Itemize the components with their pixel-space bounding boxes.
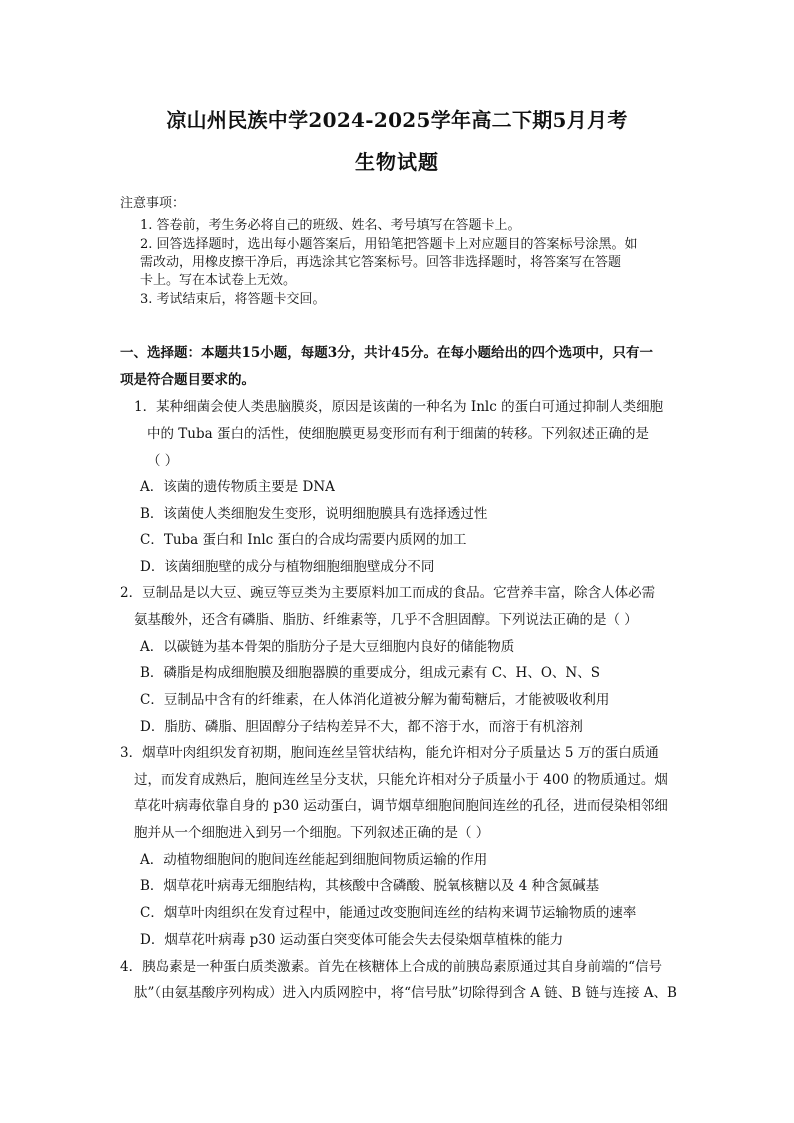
option-a: A．以碳链为基本骨架的脂肪分子是大豆细胞内良好的储能物质 bbox=[140, 639, 515, 655]
notice-line: 需改动，用橡皮擦干净后，再选涂其它答案标号。回答非选择题时，将答案写在答题 bbox=[140, 255, 622, 270]
question-stem: 中的 Tuba 蛋白的活性，使细胞膜更易变形而有利于细菌的转移。下列叙述正确的是 bbox=[147, 426, 649, 442]
question-stem: 3．烟草叶肉组织发育初期，胞间连丝呈管状结构，能允许相对分子质量达 5 万的蛋白质通 bbox=[120, 745, 659, 761]
question-stem: 过，而发育成熟后，胞间连丝呈分支状，只能允许相对分子质量小于 400 的物质通过。烟 bbox=[134, 772, 668, 788]
notice-line: 3. 考试结束后，将答题卡交回。 bbox=[140, 292, 326, 307]
option-d: D．该菌细胞壁的成分与植物细胞细胞壁成分不同 bbox=[140, 559, 435, 575]
option-b: B．烟草花叶病毒无细胞结构，其核酸中含磷酸、脱氧核糖以及 4 种含氮碱基 bbox=[140, 878, 600, 894]
notice-line: 1. 答卷前，考生务必将自己的班级、姓名、考号填写在答题卡上。 bbox=[140, 218, 521, 233]
option-a: A．动植物细胞间的胞间连丝能起到细胞间物质运输的作用 bbox=[140, 852, 488, 868]
question-stem: 1．某种细菌会使人类患脑膜炎，原因是该菌的一种名为 Inlc 的蛋白可通过抑制人类细胞 bbox=[134, 399, 664, 415]
question-stem: 肽”（由氨基酸序列构成）进入内质网腔中，将“信号肽”切除得到含 A 链、B 链与连接 A、B bbox=[134, 985, 677, 1001]
question-stem: 胞并从一个细胞进入到另一个细胞。下列叙述正确的是（ ） bbox=[134, 825, 490, 841]
question-stem: 草花叶病毒依靠自身的 p30 运动蛋白，调节烟草细胞间胞间连丝的孔径，进而侵染相邻细 bbox=[134, 798, 668, 814]
option-c: C．豆制品中含有的纤维素，在人体消化道被分解为葡萄糖后，才能被吸收利用 bbox=[140, 692, 610, 708]
question-stem: 氨基酸外，还含有磷脂、脂肪、纤维素等，几乎不含胆固醇。下列说法正确的是（ ） bbox=[134, 612, 638, 628]
option-c: C．Tuba 蛋白和 Inlc 蛋白的合成均需要内质网的加工 bbox=[140, 532, 467, 548]
section-heading: 一、选择题：本题共15小题，每题3分，共计45分。在每小题给出的四个选项中，只有一 bbox=[120, 345, 653, 361]
notice-heading: 注意事项： bbox=[120, 196, 186, 211]
option-b: B．磷脂是构成细胞膜及细胞器膜的重要成分，组成元素有 C、H、O、N、S bbox=[140, 665, 600, 681]
option-b: B．该菌使人类细胞发生变形，说明细胞膜具有选择透过性 bbox=[140, 506, 488, 522]
question-stem: 4．胰岛素是一种蛋白质类激素。首先在核糖体上合成的前胰岛素原通过其自身前端的“信号 bbox=[120, 959, 662, 975]
option-d: D．脂肪、磷脂、胆固醇分子结构差异不大，都不溶于水，而溶于有机溶剂 bbox=[140, 719, 583, 735]
answer-blank: （ ） bbox=[147, 453, 179, 469]
exam-title: 凉山州民族中学2024-2025学年高二下期5月月考 bbox=[166, 108, 628, 132]
option-a: A．该菌的遗传物质主要是 DNA bbox=[140, 479, 335, 495]
option-d: D．烟草花叶病毒 p30 运动蛋白突变体可能会失去侵染烟草植株的能力 bbox=[140, 932, 564, 948]
question-stem: 2．豆制品是以大豆、豌豆等豆类为主要原料加工而成的食品。它营养丰富，除含人体必需 bbox=[120, 585, 656, 601]
section-heading-cont: 项是符合题目要求的。 bbox=[120, 372, 255, 388]
option-c: C．烟草叶肉组织在发育过程中，能通过改变胞间连丝的结构来调节运输物质的速率 bbox=[140, 905, 637, 921]
exam-subtitle: 生物试题 bbox=[355, 150, 439, 174]
notice-line: 2. 回答选择题时，选出每小题答案后，用铅笔把答题卡上对应题目的答案标号涂黑。如 bbox=[140, 237, 638, 252]
notice-line: 卡上。写在本试卷上无效。 bbox=[140, 273, 297, 288]
